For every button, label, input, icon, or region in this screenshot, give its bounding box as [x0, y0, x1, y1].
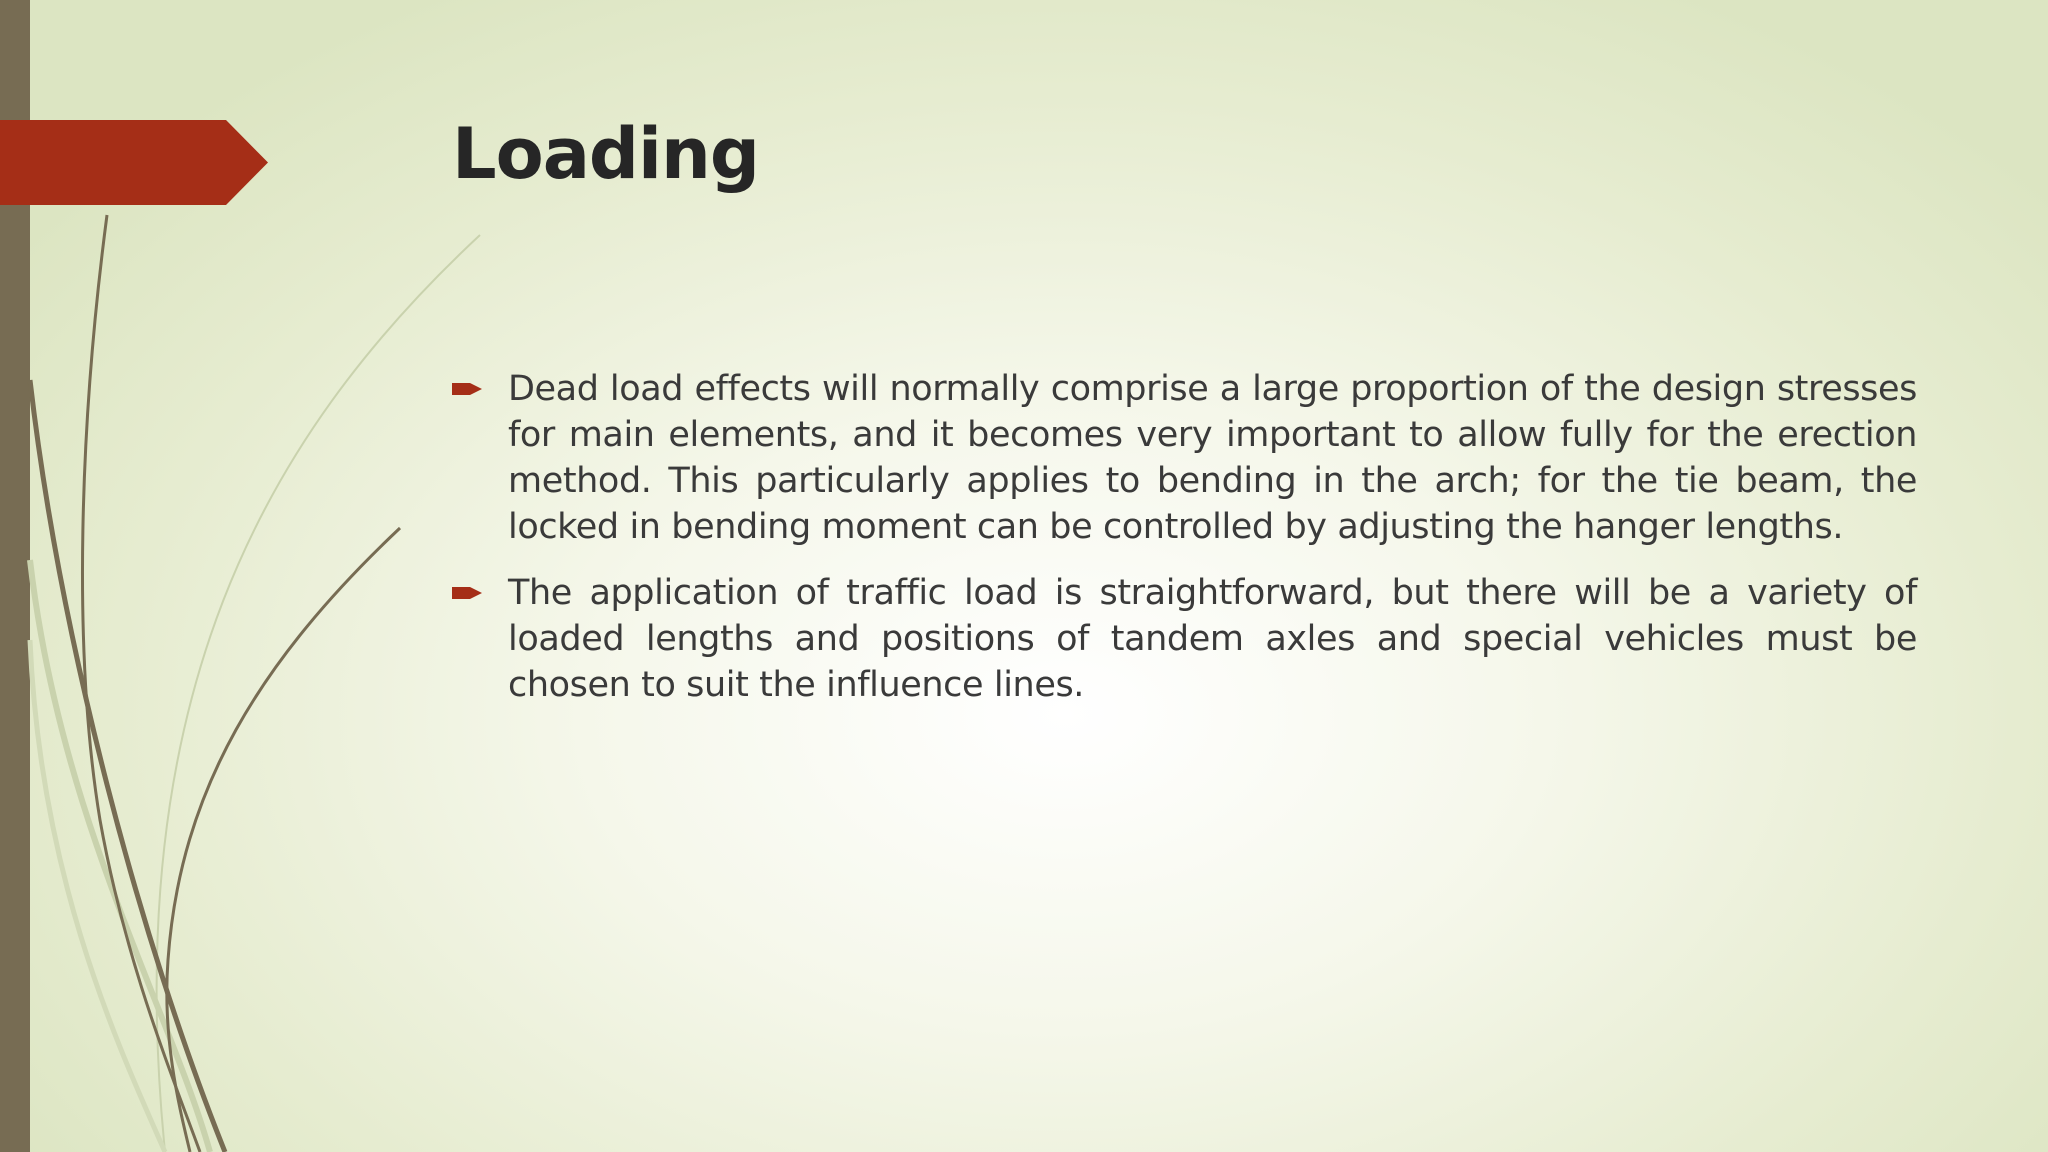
arrow-bullet-icon: [452, 583, 482, 603]
bullet-item: [452, 366, 1917, 550]
slide-title: Loading: [452, 113, 759, 195]
bullet-text: Dead load effects will normally comprise a large proportion of the design stresses for main elements, and it becomes very important to allow fully for the erection method. This particularly applies to bending in the arch; for the tie beam, the locked in bending moment can be controlled by adjusting the hanger lengths.: [508, 369, 1917, 547]
title-arrow-banner: [0, 120, 268, 205]
bullet-text: The application of traffic load is straightforward, but there will be a variety of loaded lengths and positions of tandem axles and special vehicles must be chosen to suit the influence lines.: [508, 573, 1917, 705]
arrow-bullet-icon: [452, 379, 482, 399]
bullet-list: [452, 366, 1917, 728]
bullet-item: [452, 570, 1917, 708]
